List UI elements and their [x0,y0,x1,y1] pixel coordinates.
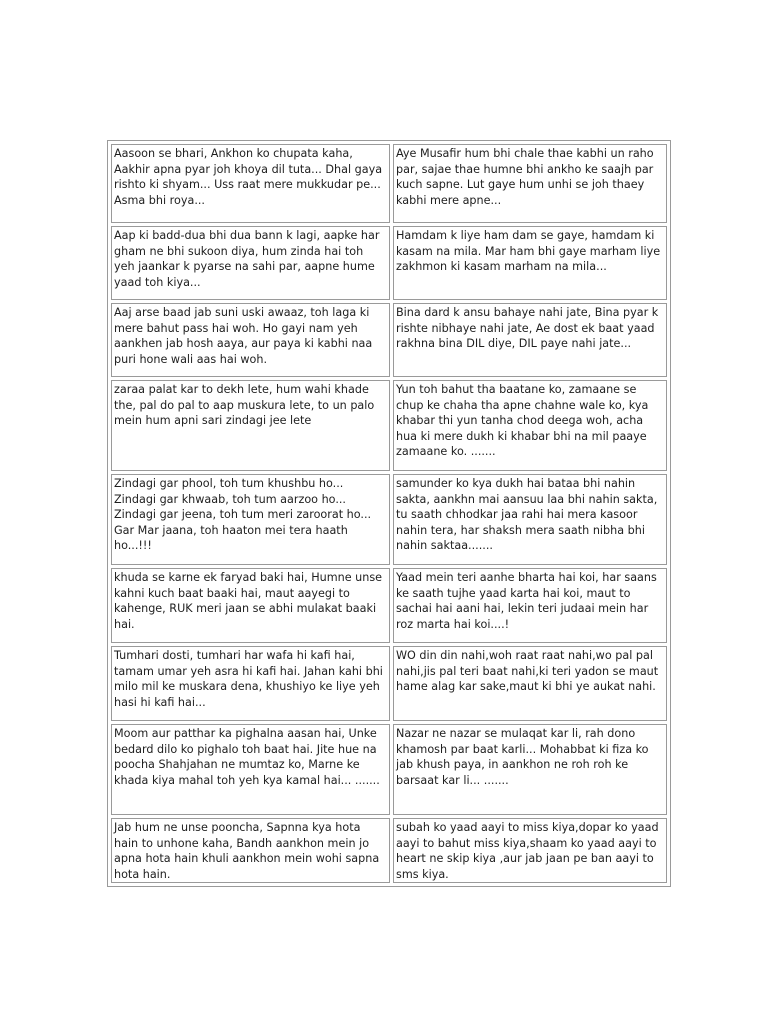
table-cell-right: Hamdam k liye ham dam se gaye, hamdam ki kasam na mila. Mar ham bhi gaye marham liye zakhmon ki kasam marham na mila... [393,226,667,300]
table-cell-left: Aaj arse baad jab suni uski awaaz, toh laga ki mere bahut pass hai woh. Ho gayi nam yeh aankhen jab hosh aaya, aur paya ki kabhi naa puri hone wali aas hai woh. [111,303,390,377]
table-cell-right: Yun toh bahut tha baatane ko, zamaane se chup ke chaha tha apne chahne wale ko, kya khabar thi yun tanha chod deega woh, acha hua ki mere dukh ki khabar bhi na mil paaye zamaane ko. ....... [393,380,667,471]
table-cell-right: Aye Musafir hum bhi chale thae kabhi un raho par, sajae thae humne bhi ankho ke saajh par kuch sapne. Lut gaye hum unhi se joh thaey kabhi mere apne... [393,144,667,223]
table-cell-left: khuda se karne ek faryad baki hai, Humne unse kahni kuch baat baaki hai, maut aayegi to kahenge, RUK meri jaan se abhi mulakat baaki hai. [111,568,390,643]
table-row [111,818,667,883]
table-cell-left: Zindagi gar phool, toh tum khushbu ho... Zindagi gar khwaab, toh tum aarzoo ho... Zindagi gar jeena, toh tum meri zaroorat ho... Gar Mar jaana, toh haaton mei tera haath ho...!!! [111,474,390,565]
table-row [111,380,667,471]
table-cell-right: samunder ko kya dukh hai bataa bhi nahin sakta, aankhn mai aansuu laa bhi nahin sakta, tu saath chhodkar jaa rahi hai mera kasoor nahin tera, har shaksh mera saath nibha bhi nahin saktaa....... [393,474,667,565]
table-cell-right: WO din din nahi,woh raat raat nahi,wo pal pal nahi,jis pal teri baat nahi,ki teri yadon se maut hame alag kar sake,maut ki bhi ye aukat nahi. [393,646,667,721]
table-row [111,646,667,721]
table-cell-right: Bina dard k ansu bahaye nahi jate, Bina pyar k rishte nibhaye nahi jate, Ae dost ek baat yaad rakhna bina DIL diye, DIL paye nahi jate... [393,303,667,377]
table-row [111,474,667,565]
table-cell-left: Tumhari dosti, tumhari har wafa hi kafi hai, tamam umar yeh asra hi kafi hai. Jahan kahi bhi milo mil ke muskara dena, khushiyo ke liye yeh hasi hi kafi hai... [111,646,390,721]
table-cell-left: Moom aur patthar ka pighalna aasan hai, Unke bedard dilo ko pighalo toh baat hai. Jite hue na poocha Shahjahan ne mumtaz ko, Marne ke khada kiya mahal toh yeh kya kamal hai... ....... [111,724,390,815]
table-cell-right: Yaad mein teri aanhe bharta hai koi, har saans ke saath tujhe yaad karta hai koi, maut to sachai hai aani hai, lekin teri judaai mein har roz marta hai koi....! [393,568,667,643]
table-row [111,303,667,377]
shayari-table [107,140,671,887]
table-row [111,724,667,815]
table-cell-left: Aasoon se bhari, Ankhon ko chupata kaha, Aakhir apna pyar joh khoya dil tuta... Dhal gaya rishto ki shyam... Uss raat mere mukkudar pe... Asma bhi roya... [111,144,390,223]
table-cell-left: Jab hum ne unse pooncha, Sapnna kya hota hain to unhone kaha, Bandh aankhon mein jo apna hota hain khuli aankhon mein wohi sapna hota hain. [111,818,390,883]
table-cell-left: zaraa palat kar to dekh lete, hum wahi khade the, pal do pal to aap muskura lete, to un palo mein hum apni sari zindagi jee lete [111,380,390,471]
table-row [111,568,667,643]
table-cell-right: Nazar ne nazar se mulaqat kar li, rah dono khamosh par baat karli... Mohabbat ki fiza ko jab khush paya, in aankhon ne roh roh ke barsaat kar li... ....... [393,724,667,815]
table-row [111,144,667,223]
table-row [111,226,667,300]
table-cell-right: subah ko yaad aayi to miss kiya,dopar ko yaad aayi to bahut miss kiya,shaam ko yaad aayi to heart ne skip kiya ,aur jab jaan pe ban aayi to sms kiya. [393,818,667,883]
table-cell-left: Aap ki badd-dua bhi dua bann k lagi, aapke har gham ne bhi sukoon diya, hum zinda hai toh yeh jaankar k pyarse na sahi par, aapne hume yaad toh kiya... [111,226,390,300]
